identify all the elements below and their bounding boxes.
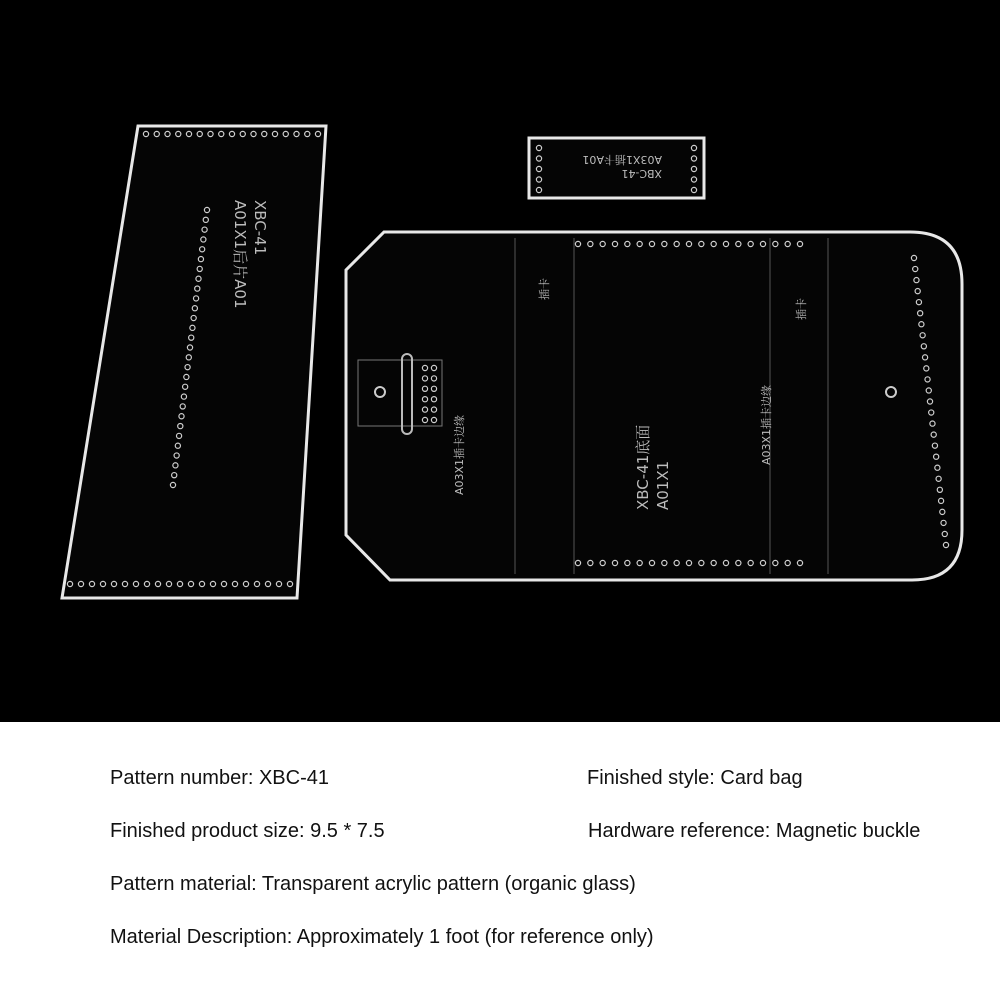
long-strap-piece [62,126,326,598]
specifications-panel [0,722,1000,1000]
left-edge-engraving [452,415,466,495]
long-strap-engraving-line1: XBC-41 [251,200,269,256]
small-tab-outline [529,138,704,198]
pattern-number: Pattern number: XBC-41 [110,767,329,789]
material-description: Material Description: Approximately 1 foot (for reference only) [110,926,654,948]
right-edge-engraving-text: A03X1插卡边缘 [760,384,773,465]
main-body-outline [346,232,962,580]
small-tab-engraving-line2: A03X1插卡A01 [582,153,662,166]
right-edge-engraving [759,385,773,465]
pattern-material: Pattern material: Transparent acrylic pattern (organic glass) [110,873,636,895]
left-fold-label [537,278,551,300]
small-tab-engraving-line1: XBC-41 [621,167,662,180]
left-fold-label-text: 插卡 [538,278,551,300]
hardware-reference: Hardware reference: Magnetic buckle [588,820,921,842]
long-strap-engraving-line2: A01X1后片A01 [231,200,249,309]
finished-style: Finished style: Card bag [587,767,803,789]
right-fold-label-text: 插卡 [795,298,808,320]
left-edge-engraving-text: A03X1插卡边缘 [453,414,466,495]
main-body-engraving-line2: A01X1 [654,460,672,510]
small-tab-piece [529,138,704,198]
right-fold-label [794,298,808,320]
finished-product-size: Finished product size: 9.5 * 7.5 [110,820,385,842]
long-strap-outline [62,126,326,598]
main-body-engraving-line1: XBC-41底面 [634,424,652,510]
main-body-piece [346,232,962,580]
